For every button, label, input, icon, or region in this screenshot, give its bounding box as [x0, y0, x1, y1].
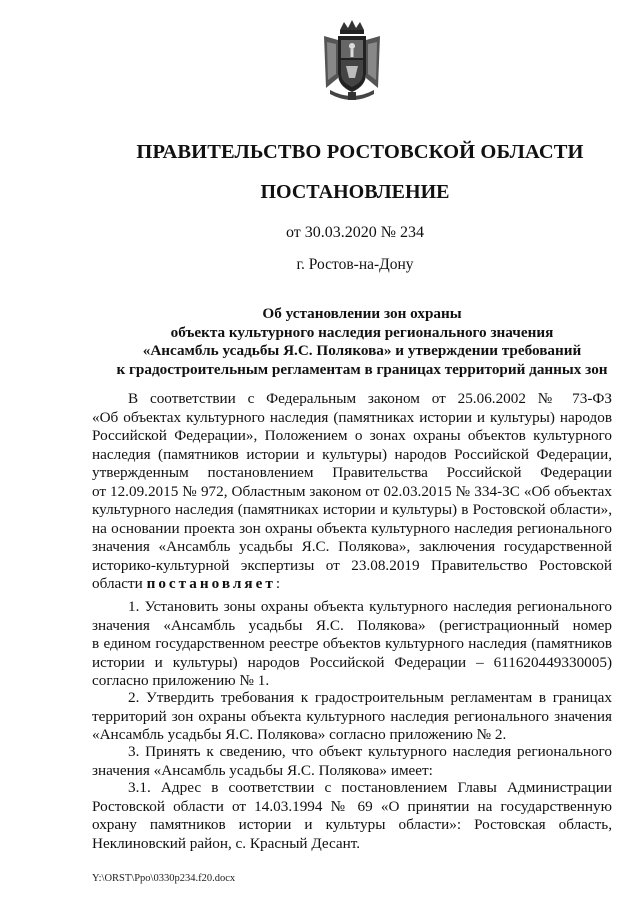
- title-line: «Ансамбль усадьбы Я.С. Полякова» и утверждении требований: [142, 342, 582, 359]
- item-2-paragraph: [92, 689, 612, 745]
- document-type: ПОСТАНОВЛЕНИЕ: [260, 181, 450, 203]
- text-line: 1. Установить зоны охраны объекта культурного наследия регионального: [128, 598, 612, 615]
- item-1-paragraph: [92, 598, 612, 691]
- text-line: значения «Ансамбль усадьбы Я.С. Полякова», заключения государственной: [92, 538, 612, 555]
- text-line: В соответствии с Федеральным законом от 25.06.2002 № 73-ФЗ: [128, 390, 612, 407]
- preamble-paragraph: [92, 390, 612, 594]
- text-line: на основании проекта зон охраны объекта культурного наследия регионального: [92, 519, 612, 537]
- document-title: [92, 305, 632, 379]
- organization-name: ПРАВИТЕЛЬСТВО РОСТОВСКОЙ ОБЛАСТИ: [136, 141, 584, 163]
- text-line: значения «Ансамбль усадьбы Я.С. Полякова» имеет:: [92, 761, 433, 779]
- decree-word: постановляет: [146, 575, 276, 592]
- text-line: значения «Ансамбль усадьбы Я.С. Полякова» (регистрационный номер: [92, 616, 612, 634]
- text-line: утвержденным постановлением Правительства Российской Федерации: [92, 464, 612, 481]
- title-line: Об установлении зон охраны: [262, 305, 462, 322]
- text-line: 2. Утвердить требования к градостроительным регламентам в границах: [128, 689, 612, 706]
- text-line: историко-культурной экспертизы от 23.08.2019 Правительство Ростовской: [92, 556, 612, 574]
- coat-of-arms-graphic: [318, 18, 386, 106]
- coat-of-arms-icon: [318, 18, 386, 106]
- text-line: «Ансамбль усадьбы Я.С. Полякова» согласно приложению № 2.: [92, 726, 507, 743]
- title-line: к градостроительным регламентам в границах территорий данных зон: [116, 360, 608, 378]
- item-3-1-paragraph: [92, 779, 612, 853]
- text-line: культурного наследия (памятниках истории и культуры) в Ростовской области»,: [92, 501, 612, 518]
- text-line: от 12.09.2015 № 972, Областным законом от 02.03.2015 № 334-ЗС «Об объектах: [92, 482, 612, 500]
- date-and-number: от 30.03.2020 № 234: [285, 224, 425, 241]
- text-line: Ростовской области от 14.03.1994 № 69 «О принятии на государственную: [92, 797, 612, 815]
- city: г. Ростов-на-Дону: [296, 256, 414, 273]
- text-line: в едином государственном реестре объектов культурного наследия (памятников: [92, 635, 612, 652]
- text-fragment: :: [275, 575, 281, 592]
- text-line: «Об объектах культурного наследия (памятниках истории и культуры) народов: [92, 408, 612, 426]
- text-line: охрану памятников истории и культуры области»: Ростовская область,: [92, 816, 612, 833]
- file-path-footer: Y:\ORST\Ppo\0330p234.f20.docx: [92, 873, 236, 884]
- text-line: Российской Федерации», Положением о зонах охраны объектов культурного: [92, 427, 612, 444]
- item-3-paragraph: [92, 743, 612, 780]
- text-line: истории и культуры) народов Российской Федерации – 611620449330005): [92, 653, 612, 671]
- text-line: наследия (памятников истории и культуры) народов Российской Федерации,: [92, 445, 612, 463]
- text-fragment: области: [92, 575, 147, 592]
- text-line: 3. Принять к сведению, что объект культурного наследия регионального: [128, 743, 612, 760]
- text-line: Неклиновский район, с. Красный Десант.: [92, 834, 361, 852]
- title-line: объекта культурного наследия регионального значения: [170, 323, 554, 341]
- text-line: территорий зон охраны объекта культурного наследия регионального значения: [92, 707, 612, 725]
- text-line: согласно приложению № 1.: [92, 672, 270, 689]
- text-line: 3.1. Адрес в соответствии с постановлением Главы Администрации: [128, 779, 612, 796]
- text-line: [92, 575, 612, 594]
